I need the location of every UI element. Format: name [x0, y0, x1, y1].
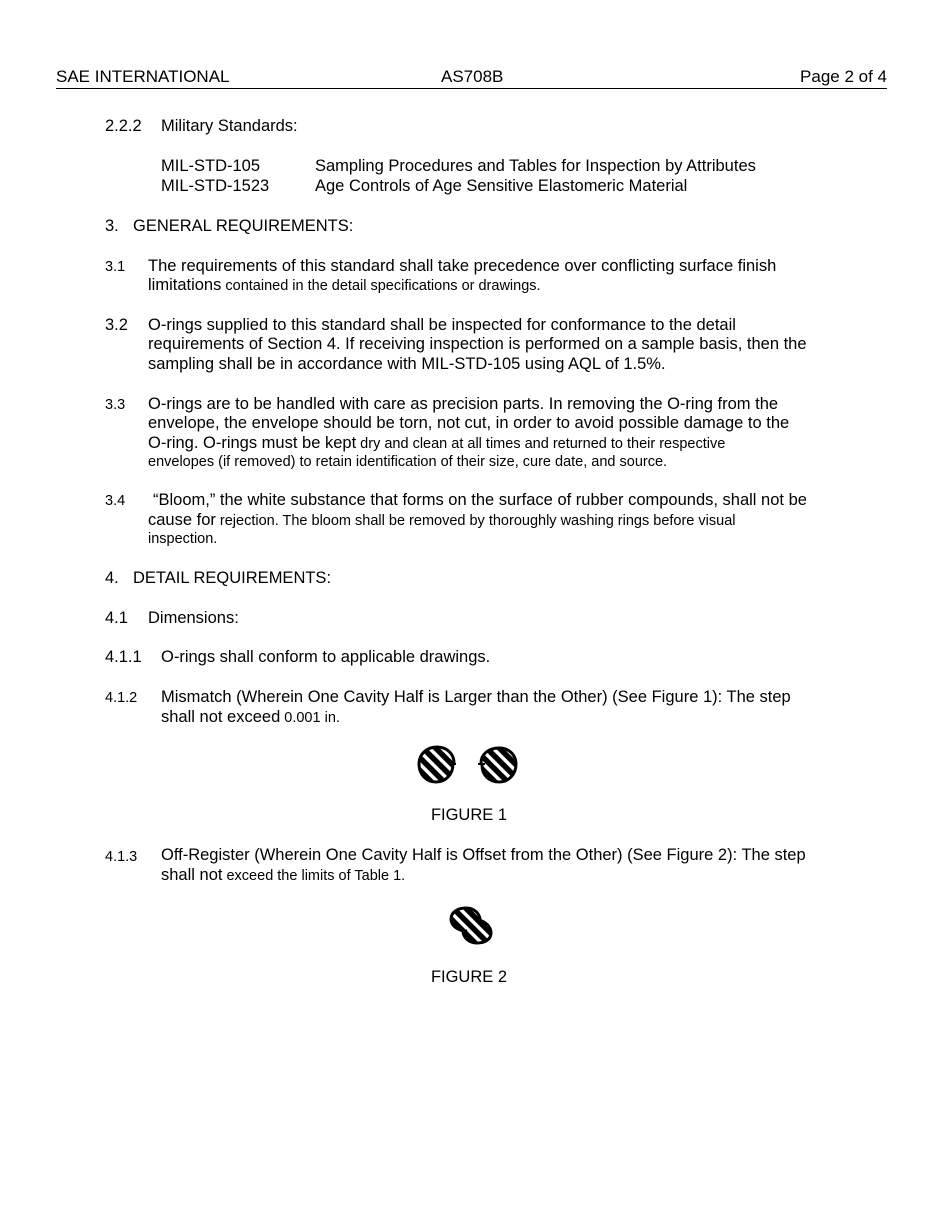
paragraph-line: O-rings are to be handled with care as precision parts. In removing the O-ring from the [148, 395, 779, 413]
paragraph-line: inspection. [148, 531, 218, 547]
section-title: GENERAL REQUIREMENTS: [133, 217, 354, 235]
section-number: 3. [105, 217, 119, 235]
paragraph-line: O-ring. O-rings must be kept dry and clean at all times and returned to their respective [148, 434, 726, 452]
paragraph-line: cause for rejection. The bloom shall be removed by thoroughly washing rings before visual [148, 511, 736, 529]
section-number: 4.1.3 [105, 849, 138, 865]
header-page-number: Page 2 of 4 [800, 67, 887, 86]
section-title: Dimensions: [148, 609, 239, 627]
paragraph-line: Mismatch (Wherein One Cavity Half is Larger than the Other) (See Figure 1): The step [161, 688, 791, 706]
figure-1-oring-mismatch-cross-sections [415, 744, 525, 786]
section-number: 4. [105, 569, 119, 587]
paragraph-line: shall not exceed the limits of Table 1. [161, 866, 406, 884]
reference-doc-id: MIL-STD-1523 [161, 177, 270, 195]
section-number: 2.2.2 [105, 117, 142, 135]
paragraph-line: limitations contained in the detail specifications or drawings. [148, 276, 541, 294]
section-title: DETAIL REQUIREMENTS: [133, 569, 332, 587]
section-number: 3.1 [105, 259, 126, 275]
figure-caption: FIGURE 1 [430, 806, 508, 824]
reference-doc-title: Age Controls of Age Sensitive Elastomeric Material [315, 177, 688, 195]
oring-section-right [478, 748, 516, 782]
header-doc-id: AS708B [441, 67, 504, 86]
page-header [56, 67, 887, 89]
figure-caption: FIGURE 2 [430, 968, 508, 986]
paragraph-line: sampling shall be in accordance with MIL-STD-105 using AQL of 1.5%. [148, 355, 666, 373]
paragraph-line: O-rings supplied to this standard shall be inspected for conformance to the detail [148, 316, 736, 334]
paragraph-line: requirements of Section 4. If receiving inspection is performed on a sample basis, then the [148, 335, 807, 353]
paragraph-line: shall not exceed 0.001 in. [161, 708, 340, 726]
paragraph-line: envelope, the envelope should be torn, not cut, in order to avoid possible damage to the [148, 414, 790, 432]
paragraph-line: envelopes (if removed) to retain identification of their size, cure date, and source. [148, 454, 668, 470]
section-number: 4.1 [105, 609, 128, 627]
paragraph-line: O-rings shall conform to applicable drawings. [161, 648, 491, 666]
section-number: 4.1.2 [105, 690, 138, 706]
oring-section-offset [451, 908, 491, 943]
paragraph-line: Off-Register (Wherein One Cavity Half is Offset from the Other) (See Figure 2): The step [161, 846, 806, 864]
reference-doc-title: Sampling Procedures and Tables for Inspection by Attributes [315, 157, 756, 175]
figure-2-oring-off-register-cross-section [446, 905, 496, 945]
section-number: 3.2 [105, 316, 128, 334]
section-number: 3.3 [105, 397, 126, 413]
section-title: Military Standards: [161, 117, 298, 135]
section-number: 3.4 [105, 493, 126, 509]
section-number: 4.1.1 [105, 648, 142, 666]
paragraph-line: “Bloom,” the white substance that forms on the surface of rubber compounds, shall not be [153, 491, 807, 509]
paragraph-line: The requirements of this standard shall take precedence over conflicting surface finish [148, 257, 777, 275]
oring-section-left [419, 747, 456, 782]
reference-doc-id: MIL-STD-105 [161, 157, 261, 175]
header-org: SAE INTERNATIONAL [56, 67, 230, 86]
